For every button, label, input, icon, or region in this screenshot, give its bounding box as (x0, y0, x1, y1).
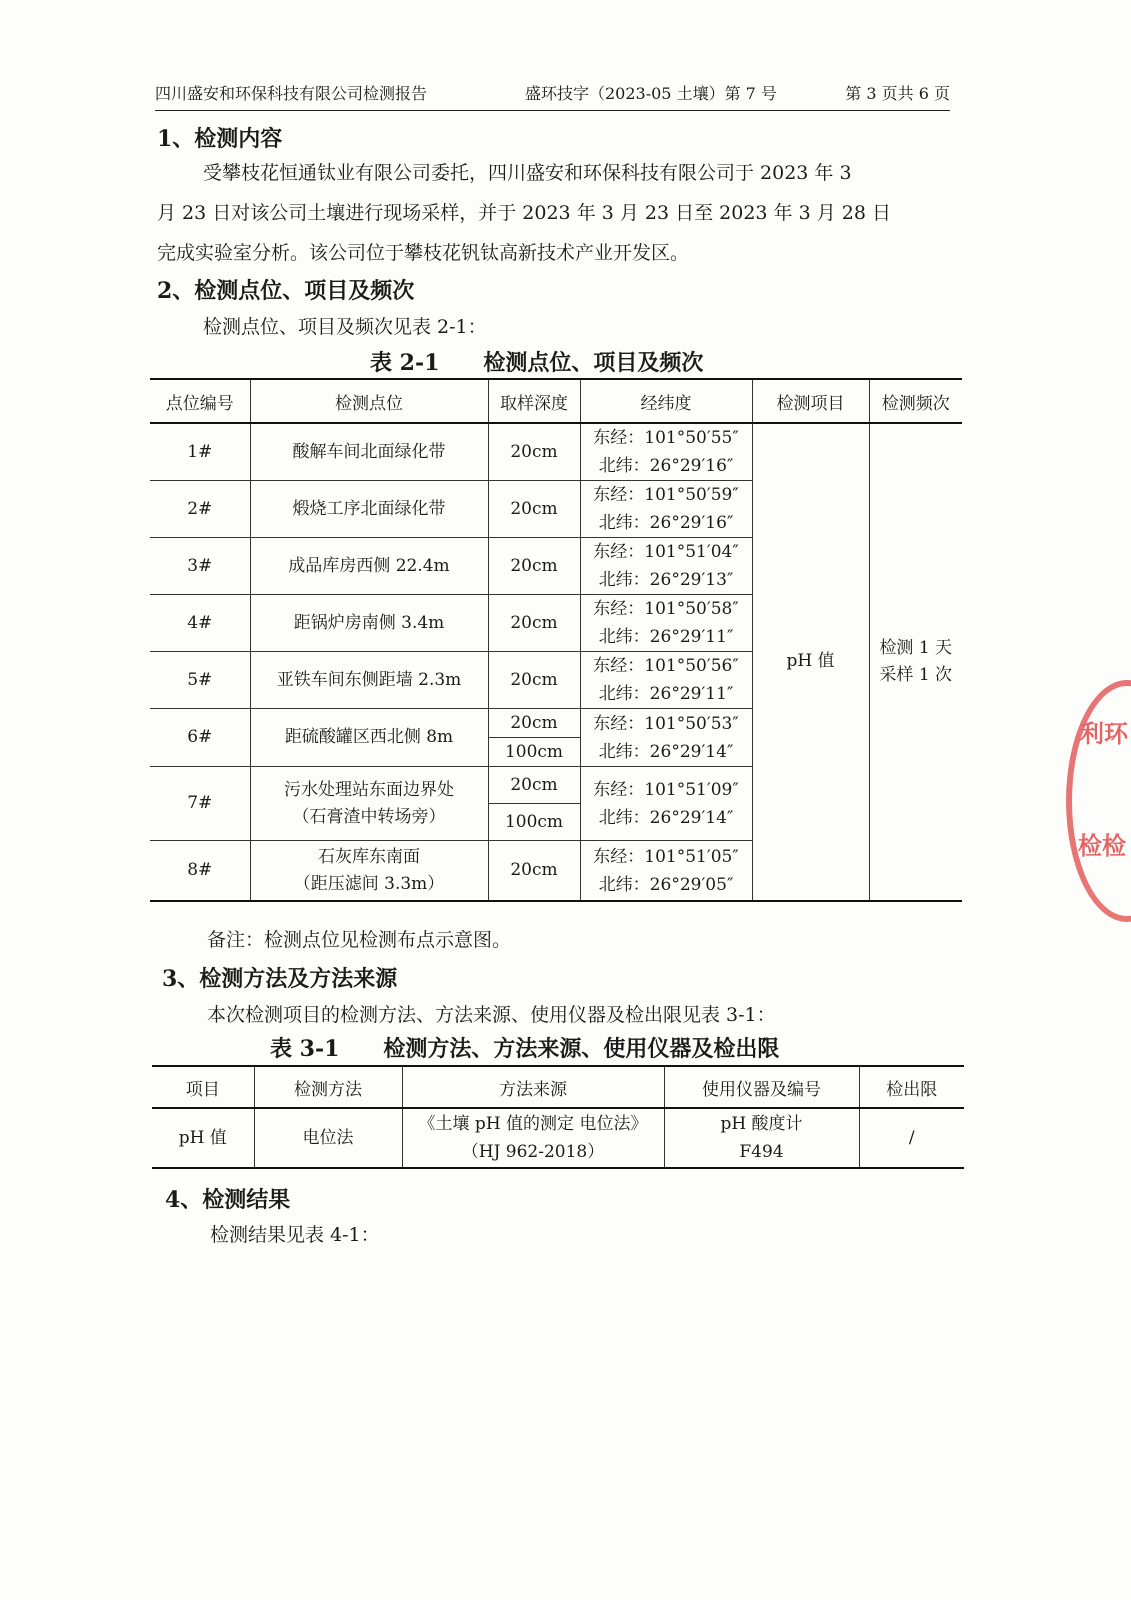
header-report-code: 盛环技字（2023-05 土壤）第 7 号 (525, 84, 777, 103)
frequency-line1: 检测 1 天 (879, 637, 953, 658)
col-header-instrument: 使用仪器及编号 (664, 1066, 859, 1108)
col-header-frequency: 检测频次 (869, 379, 962, 423)
col-header-coordinates: 经纬度 (580, 379, 752, 423)
coordinates (580, 423, 752, 481)
section2-title: 2、检测点位、项目及频次 (157, 278, 415, 304)
sample-depth: 20cm (488, 538, 580, 595)
point-location: 距锅炉房南侧 3.4m (250, 595, 488, 652)
section3-intro: 本次检测项目的检测方法、方法来源、使用仪器及检出限见表 3-1： (207, 1004, 776, 1026)
col-header-depth: 取样深度 (488, 379, 580, 423)
coordinates (580, 652, 752, 709)
col-header-detection-limit: 检出限 (859, 1066, 964, 1108)
point-id: 6# (150, 709, 250, 767)
point-id: 2# (150, 481, 250, 538)
seal-text-2: 检检 (1078, 831, 1126, 860)
col-header-item: 项目 (152, 1066, 254, 1108)
test-item: pH 值 (752, 423, 869, 901)
longitude: 东经：101°50′58″ (593, 599, 739, 619)
sample-depth: 20cm (488, 481, 580, 538)
point-location-line2: （距压滤间 3.3m） (293, 873, 445, 894)
longitude: 东经：101°51′09″ (593, 779, 739, 800)
detection-limit: / (859, 1108, 964, 1168)
sample-depth: 100cm (488, 804, 580, 841)
point-location-line1: 污水处理站东面边界处 (284, 779, 454, 800)
method-source (402, 1108, 664, 1168)
coordinates (580, 709, 752, 767)
latitude: 北纬：26°29′11″ (598, 684, 734, 704)
col-header-item: 检测项目 (752, 379, 869, 423)
longitude: 东经：101°50′53″ (593, 713, 739, 734)
point-location: 煅烧工序北面绿化带 (250, 481, 488, 538)
section1-line3: 完成实验室分析。该公司位于攀枝花钒钛高新技术产业开发区。 (157, 242, 690, 264)
latitude: 北纬：26°29′14″ (598, 741, 734, 762)
coordinates (580, 538, 752, 595)
point-location: 亚铁车间东侧距墙 2.3m (250, 652, 488, 709)
table-3-1 (152, 1065, 964, 1169)
table2-1-caption: 表 2-1 检测点位、项目及频次 (370, 350, 704, 376)
header-page-number: 第 3 页共 6 页 (845, 84, 950, 103)
instrument-name: pH 酸度计 (720, 1114, 803, 1134)
sample-depth: 20cm (488, 423, 580, 481)
sample-depth: 20cm (488, 595, 580, 652)
point-id: 3# (150, 538, 250, 595)
coordinates (580, 595, 752, 652)
method-source-line2: （HJ 962-2018） (461, 1142, 605, 1162)
point-location: 成品库房西侧 22.4m (250, 538, 488, 595)
longitude: 东经：101°50′56″ (593, 656, 739, 676)
point-location (250, 841, 488, 901)
table-2-1 (150, 378, 962, 902)
longitude: 东经：101°50′59″ (593, 485, 739, 505)
latitude: 北纬：26°29′05″ (598, 874, 734, 895)
section2-intro: 检测点位、项目及频次见表 2-1： (203, 316, 487, 338)
table-row (150, 423, 962, 481)
sample-depth: 20cm (488, 652, 580, 709)
table2-1-note: 备注：检测点位见检测布点示意图。 (207, 929, 512, 951)
longitude: 东经：101°50′55″ (593, 428, 739, 448)
point-location-line1: 石灰库东南面 (318, 846, 420, 867)
instrument-id: F494 (739, 1142, 784, 1162)
coordinates (580, 767, 752, 841)
longitude: 东经：101°51′04″ (593, 542, 739, 562)
point-location (250, 767, 488, 841)
point-id: 1# (150, 423, 250, 481)
instrument (664, 1108, 859, 1168)
section1-line2: 月 23 日对该公司土壤进行现场采样，并于 2023 年 3 月 23 日至 2023 年 3 月 28 日 (157, 202, 891, 224)
table-header-row (152, 1066, 964, 1108)
coordinates (580, 481, 752, 538)
sample-depth: 20cm (488, 767, 580, 804)
latitude: 北纬：26°29′16″ (598, 513, 734, 533)
col-header-location: 检测点位 (250, 379, 488, 423)
header-company: 四川盛安和环保科技有限公司检测报告 (155, 84, 428, 103)
col-header-source: 方法来源 (402, 1066, 664, 1108)
coordinates (580, 841, 752, 901)
sample-depth: 100cm (488, 738, 580, 767)
point-id: 7# (150, 767, 250, 841)
sample-depth: 20cm (488, 709, 580, 738)
latitude: 北纬：26°29′11″ (598, 627, 734, 647)
table-header-row (150, 379, 962, 423)
sample-depth: 20cm (488, 841, 580, 901)
method-item: pH 值 (178, 1128, 227, 1148)
point-id: 4# (150, 595, 250, 652)
section1-line1: 受攀枝花恒通钛业有限公司委托，四川盛安和环保科技有限公司于 2023 年 3 (203, 162, 852, 184)
page-header (155, 78, 950, 111)
section1-title: 1、检测内容 (157, 126, 283, 152)
point-id: 5# (150, 652, 250, 709)
latitude: 北纬：26°29′14″ (598, 807, 734, 828)
section4-title: 4、检测结果 (165, 1187, 291, 1213)
point-id: 8# (187, 860, 213, 881)
test-frequency (869, 423, 962, 901)
frequency-line2: 采样 1 次 (879, 664, 953, 685)
point-location: 酸解车间北面绿化带 (250, 423, 488, 481)
longitude: 东经：101°51′05″ (593, 846, 739, 867)
table3-1-caption: 表 3-1 检测方法、方法来源、使用仪器及检出限 (270, 1036, 780, 1062)
table-row (152, 1108, 964, 1168)
section4-intro: 检测结果见表 4-1： (210, 1224, 380, 1246)
official-seal (1066, 680, 1131, 922)
point-location-line2: （石膏渣中转场旁） (292, 806, 446, 827)
point-location: 距硫酸罐区西北侧 8m (250, 709, 488, 767)
col-header-method: 检测方法 (254, 1066, 402, 1108)
section3-title: 3、检测方法及方法来源 (162, 966, 398, 992)
col-header-id: 点位编号 (150, 379, 250, 423)
seal-text: 利环 (1080, 719, 1128, 748)
method-name: 电位法 (254, 1108, 402, 1168)
latitude: 北纬：26°29′16″ (598, 456, 734, 476)
method-source-line1: 《土壤 pH 值的测定 电位法》 (418, 1114, 648, 1134)
latitude: 北纬：26°29′13″ (598, 570, 734, 590)
